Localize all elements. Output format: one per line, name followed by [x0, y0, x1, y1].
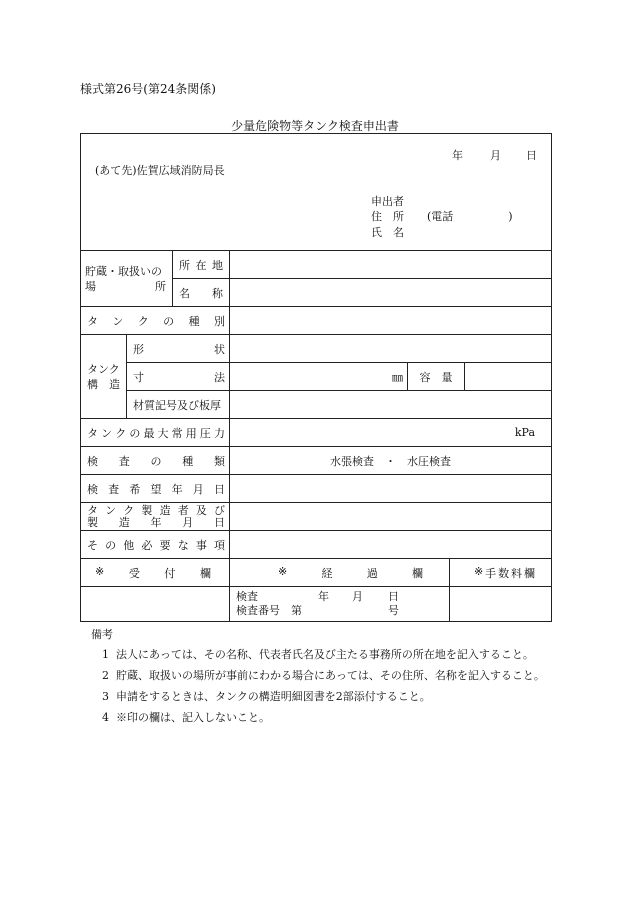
note-item: 3 申請をするときは、タンクの構造明細図書を2部添付すること。 — [102, 690, 431, 703]
inspection-label: 検査 — [236, 590, 258, 603]
storage-place-label-b: 所 — [155, 279, 166, 293]
tank-type-label: タ ン ク の 種 別 — [81, 307, 230, 335]
name-label: 氏 名 — [371, 226, 404, 239]
progress-day-label: 日 — [388, 590, 399, 603]
max-pressure-field[interactable] — [230, 419, 552, 447]
inspection-number-label: 検査番号 第 — [236, 604, 302, 617]
address-label: 住 所 — [371, 210, 404, 223]
fee-header: ※ 手 数 料 欄 — [450, 559, 552, 587]
dimension-unit: ㎜ — [392, 370, 403, 384]
inspection-type-label: 検 査 の 種 類 — [81, 447, 230, 475]
manufacturer-label: タ ン ク 製 造 者 及 び 製 造 年 月 日 — [81, 503, 230, 531]
page-title: 少量危険物等タンク検査申出書 — [231, 119, 399, 133]
material-field[interactable] — [230, 391, 552, 419]
progress-month-label: 月 — [352, 590, 363, 603]
progress-year-label: 年 — [318, 590, 329, 603]
place-name-field[interactable] — [230, 279, 552, 307]
capacity-label: 容 量 — [408, 363, 465, 391]
dimension-field[interactable] — [230, 363, 408, 391]
addressee: (あて先)佐賀広域消防局長 — [95, 164, 225, 177]
storage-place-label — [81, 251, 173, 307]
note-item: 1 法人にあっては、その名称、代表者氏名及び主たる事務所の所在地を記入すること。 — [102, 648, 534, 661]
location-field[interactable] — [230, 251, 552, 279]
form-number: 様式第26号(第24条関係) — [80, 82, 216, 96]
applicant-label: 申出者 — [371, 195, 404, 208]
notes-heading: 備考 — [91, 628, 113, 641]
storage-place-label-line1: 貯蔵・取扱いの — [85, 264, 162, 278]
max-pressure-label: タ ン ク の 最 大 常 用 圧 力 — [81, 419, 230, 447]
other-matters-field[interactable] — [230, 531, 552, 559]
other-matters-label: そ の 他 必 要 な 事 項 — [81, 531, 230, 559]
shape-field[interactable] — [230, 335, 552, 363]
tank-type-field[interactable] — [230, 307, 552, 335]
reception-field — [81, 587, 230, 622]
tank-structure-label: タンク 構 造 — [81, 335, 127, 419]
shape-label-cell: 形 状 — [127, 335, 230, 363]
manufacturer-field[interactable] — [230, 503, 552, 531]
reception-header: ※ 受 付 欄 — [81, 559, 230, 587]
pressure-unit: kPa — [514, 426, 536, 439]
location-label-cell: 所 在 地 — [173, 251, 230, 279]
date-day-label: 日 — [526, 149, 537, 162]
place-name-label-cell: 名 称 — [173, 279, 230, 307]
progress-header: ※ 経 過 欄 — [230, 559, 450, 587]
date-month-label: 月 — [490, 149, 501, 162]
phone-label: (電話 ) — [427, 210, 513, 223]
note-item: 4 ※印の欄は、記入しないこと。 — [102, 711, 270, 724]
application-form-table — [80, 133, 552, 622]
desired-date-field[interactable] — [230, 475, 552, 503]
inspection-type-options: 水張検査 ・ 水圧検査 — [330, 454, 451, 468]
capacity-field[interactable] — [465, 363, 552, 391]
note-item: 2 貯蔵、取扱いの場所が事前にわかる場合にあっては、その住所、名称を記入すること。 — [102, 669, 545, 682]
header-section — [81, 134, 552, 251]
date-year-label: 年 — [452, 149, 463, 162]
desired-date-label: 検 査 希 望 年 月 日 — [81, 475, 230, 503]
inspection-type-field[interactable] — [230, 447, 552, 475]
material-label-cell: 材質記号及び板厚 — [127, 391, 230, 419]
dimension-label-cell: 寸 法 — [127, 363, 230, 391]
storage-place-label-a: 場 — [85, 279, 96, 293]
notes-section — [91, 628, 561, 726]
inspection-number-suffix: 号 — [388, 604, 399, 617]
fee-field — [450, 587, 552, 622]
progress-field — [230, 587, 450, 622]
